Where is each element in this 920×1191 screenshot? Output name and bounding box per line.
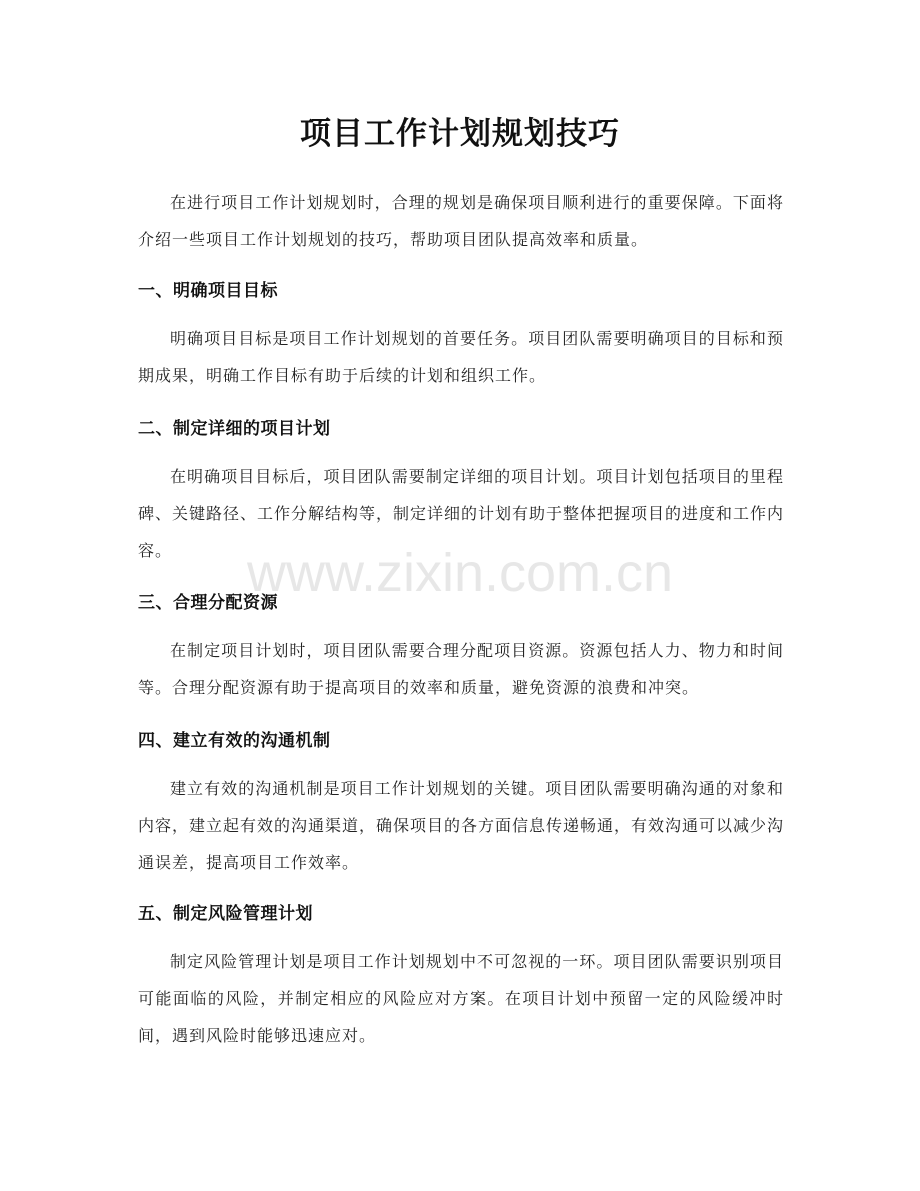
section-body-4: 建立有效的沟通机制是项目工作计划规划的关键。项目团队需要明确沟通的对象和内容，建立起有效的沟通渠道，确保项目的各方面信息传递畅通，有效沟通可以减少沟通误差，提高项目工作效率。 <box>138 779 785 872</box>
section-heading-1: 一、明确项目目标 <box>138 281 278 301</box>
section-body-2: 在明确项目目标后，项目团队需要制定详细的项目计划。项目计划包括项目的里程碑、关键路径、工作分解结构等，制定详细的计划有助于整体把握项目的进度和工作内容。 <box>138 467 785 560</box>
section-body-1: 明确项目目标是项目工作计划规划的首要任务。项目团队需要明确项目的目标和预期成果，明确工作目标有助于后续的计划和组织工作。 <box>138 329 784 385</box>
section-heading-2: 二、制定详细的项目计划 <box>138 419 331 439</box>
page-title: 项目工作计划规划技巧 <box>300 116 620 152</box>
intro-paragraph: 在进行项目工作计划规划时，合理的规划是确保项目顺利进行的重要保障。下面将介绍一些项目工作计划规划的技巧，帮助项目团队提高效率和质量。 <box>138 193 784 249</box>
section-heading-3: 三、合理分配资源 <box>138 593 278 613</box>
section-heading-4: 四、建立有效的沟通机制 <box>138 731 331 751</box>
section-heading-5: 五、制定风险管理计划 <box>138 904 313 924</box>
section-body-3: 在制定项目计划时，项目团队需要合理分配项目资源。资源包括人力、物力和时间等。合理分配资源有助于提高项目的效率和质量，避免资源的浪费和冲突。 <box>138 641 784 697</box>
watermark: www.zixin.com.cn <box>246 543 674 603</box>
section-body-5: 制定风险管理计划是项目工作计划规划中不可忽视的一环。项目团队需要识别项目可能面临的风险，并制定相应的风险应对方案。在项目计划中预留一定的风险缓冲时间，遇到风险时能够迅速应对。 <box>138 952 784 1045</box>
